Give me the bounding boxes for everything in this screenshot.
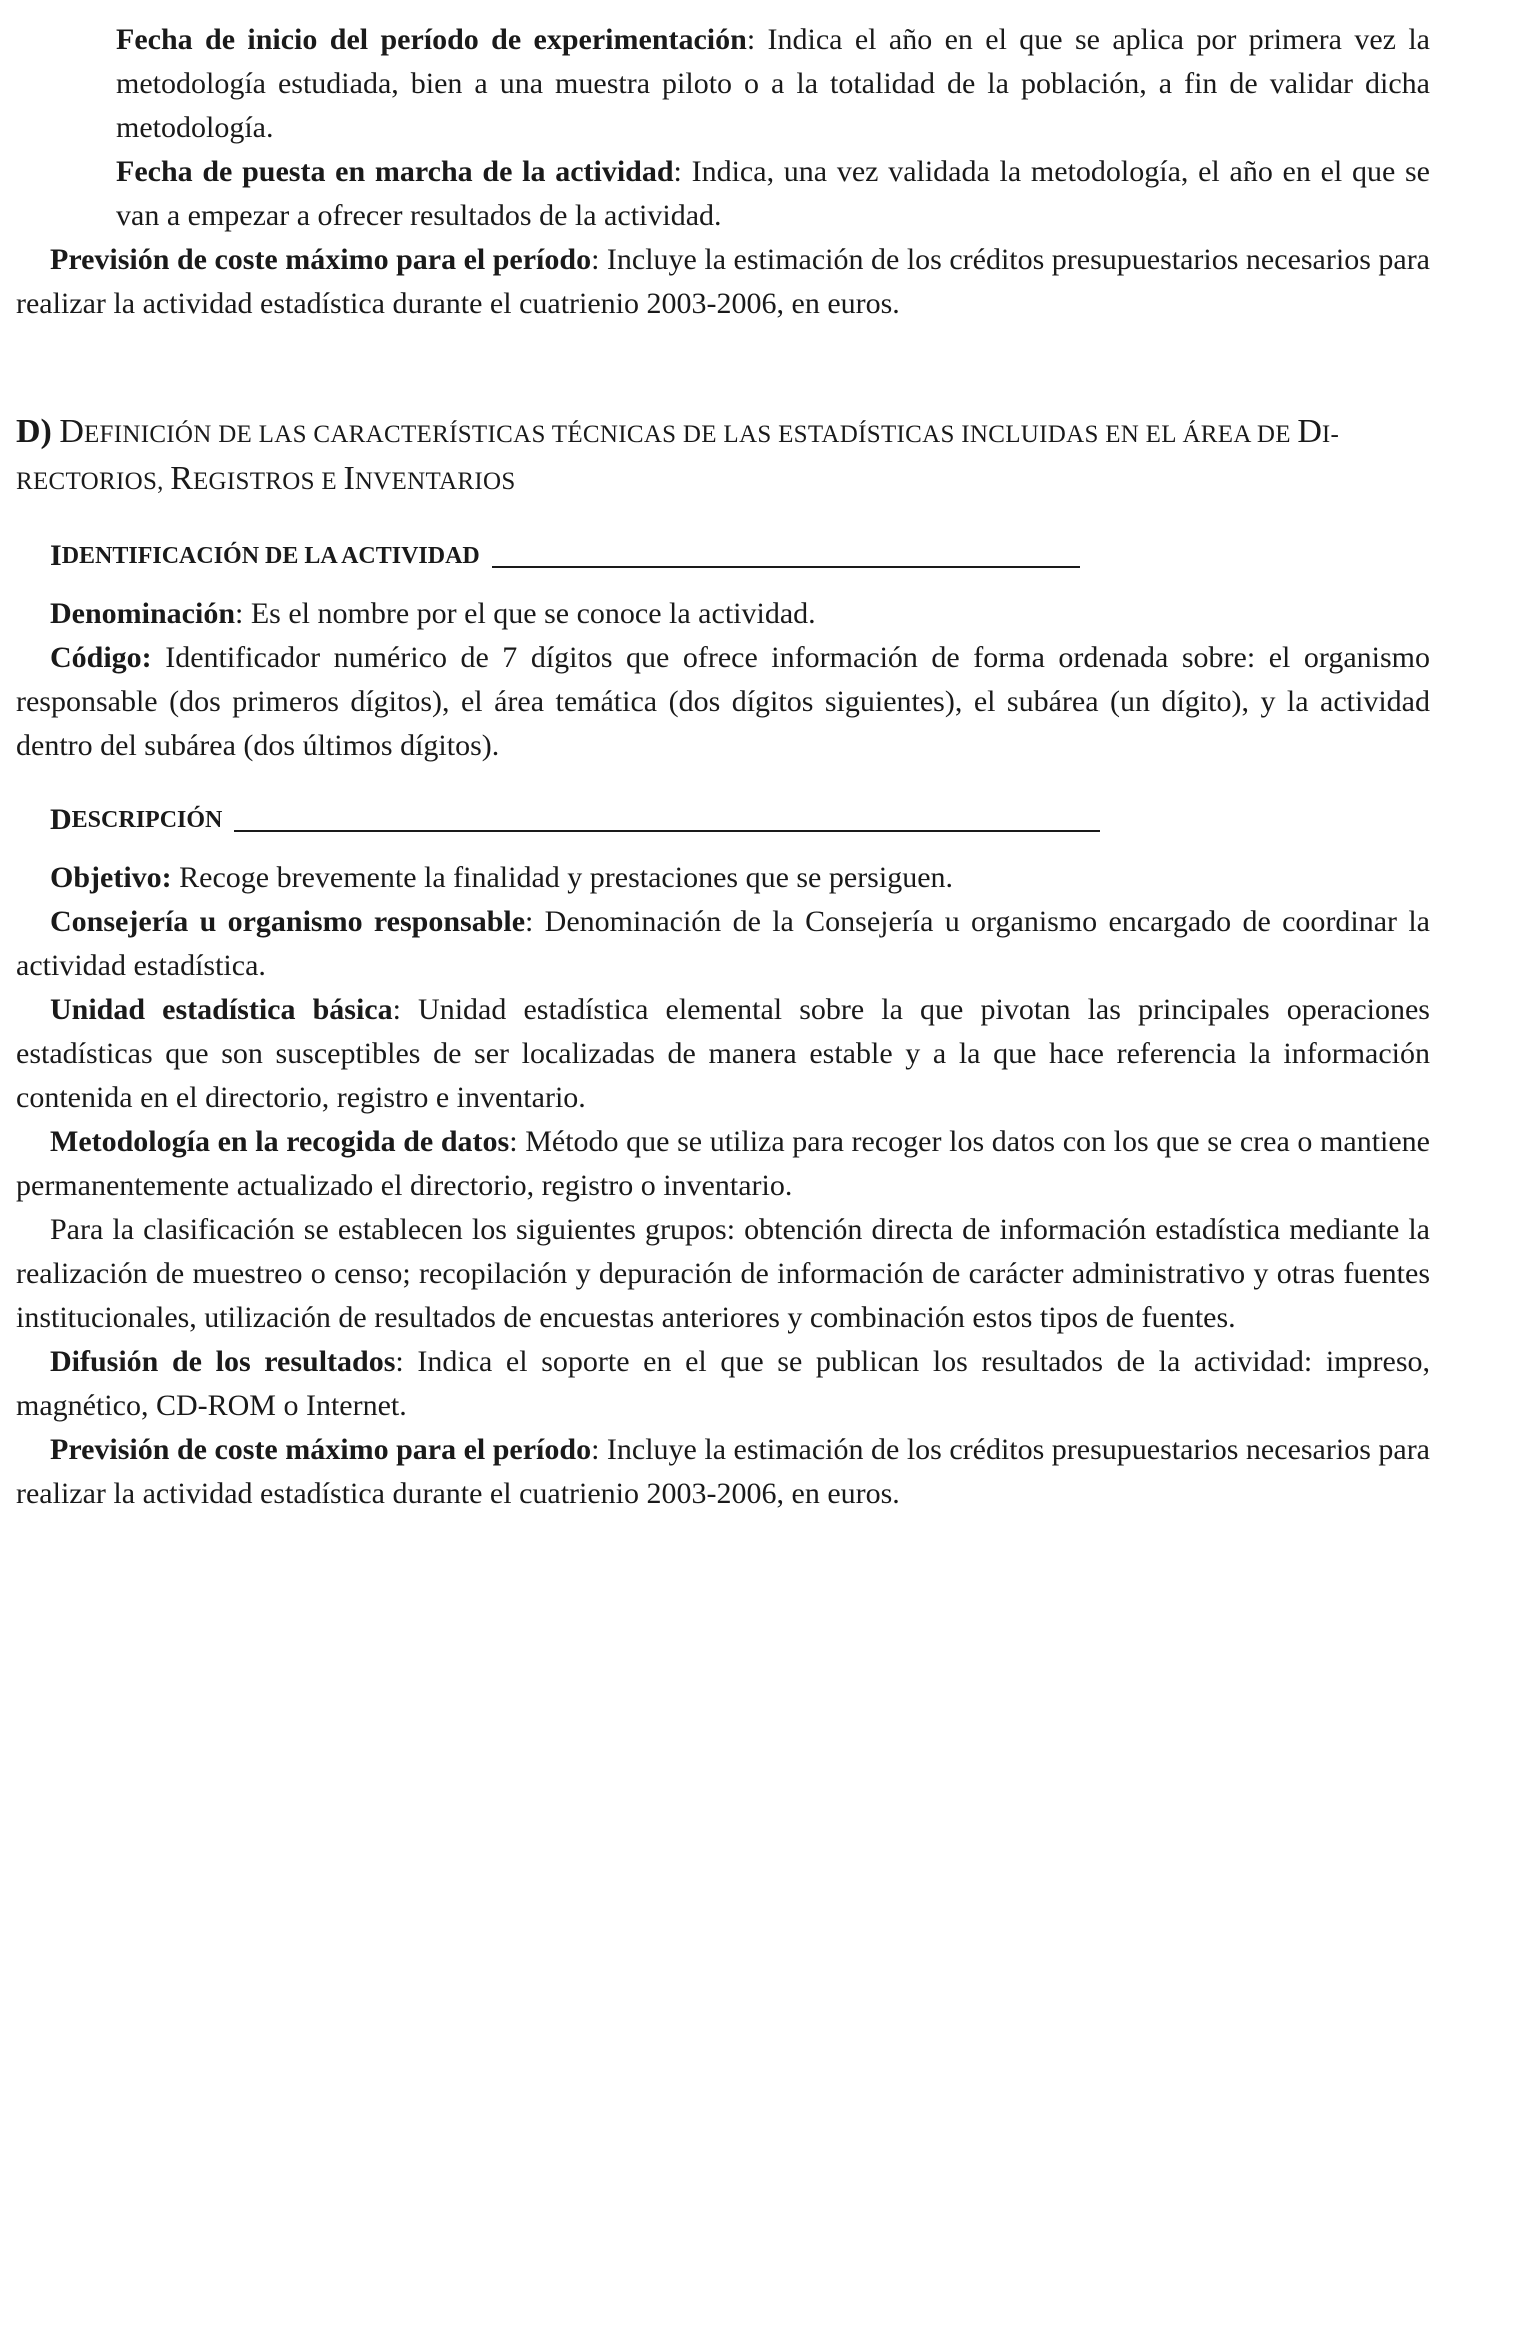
definition-fecha-puesta: : Indica, una vez validada la metodología, el año en el que se van a empezar a ofrecer resultados de la actividad. <box>116 155 1431 232</box>
paragraph-denominacion <box>16 592 1430 636</box>
paragraph-consejeria <box>16 900 1430 988</box>
section-title-cap-2: D <box>1297 413 1322 450</box>
paragraph-metodologia <box>16 1120 1430 1208</box>
term-difusion: Difusión de los resultados <box>50 1345 396 1378</box>
paragraph-prevision-coste <box>16 1428 1430 1516</box>
section-title-cap-1: D <box>59 413 84 450</box>
paragraph-fecha-inicio <box>16 18 1430 150</box>
term-metodologia: Metodología en la recogida de datos <box>50 1125 510 1158</box>
subheading-descripcion-rule <box>234 830 1100 832</box>
term-prevision-coste-intro: Previsión de coste máximo para el período <box>50 243 592 276</box>
definition-difusion: : Indica el soporte en el que se publican los resultados de la actividad: impreso, magnético, CD-ROM o Internet. <box>16 1345 1430 1422</box>
section-letter: D) <box>16 413 52 450</box>
text-clasificacion: Para la clasificación se establecen los siguientes grupos: obtención directa de información estadística mediante la realización de muestreo o censo; recopilación y depuración de información de carácter administrativo y otras fuentes institucionales, utilización de resultados de encuestas anteriores y combinación estos tipos de fuentes. <box>16 1213 1430 1334</box>
section-title-cap-3: R <box>170 460 193 497</box>
definition-metodologia: : Método que se utiliza para recoger los datos con los que se crea o mantiene permanentemente actualizado el directorio, registro o inventario. <box>16 1125 1430 1202</box>
paragraph-fecha-puesta <box>16 150 1430 238</box>
definition-denominacion: : Es el nombre por el que se conoce la actividad. <box>235 597 816 630</box>
term-prevision-coste: Previsión de coste máximo para el período <box>50 1433 592 1466</box>
paragraph-codigo <box>16 636 1430 768</box>
subheading-identificacion-rule <box>492 566 1080 568</box>
definition-prevision-coste-intro: : Incluye la estimación de los créditos presupuestarios necesarios para realizar la actividad estadística durante el cuatrienio 2003-2006, en euros. <box>16 243 1430 320</box>
paragraph-clasificacion <box>16 1208 1430 1340</box>
definition-consejeria: : Denominación de la Consejería u organismo encargado de coordinar la actividad estadística. <box>16 905 1430 982</box>
paragraph-difusion <box>16 1340 1430 1428</box>
section-title-rest-1: EFINICIÓN DE LAS CARACTERÍSTICAS TÉCNICAS DE LAS ESTADÍSTICAS INCLUIDAS EN EL ÁREA DE <box>83 421 1298 448</box>
term-consejeria: Consejería u organismo responsable <box>50 905 526 938</box>
subheading-identificacion-cap: I <box>50 539 62 572</box>
paragraph-unidad <box>16 988 1430 1120</box>
subheading-descripcion-cap: D <box>50 803 72 836</box>
definition-objetivo: Recoge brevemente la finalidad y prestaciones que se persiguen. <box>171 861 954 894</box>
subheading-identificacion-rest: DENTIFICACIÓN DE LA ACTIVIDAD <box>61 543 480 569</box>
section-title-cap-4: I <box>343 460 355 497</box>
subheading-identificacion <box>16 534 1430 578</box>
subheading-descripcion-rest: ESCRIPCIÓN <box>71 807 223 833</box>
definition-unidad: : Unidad estadística elemental sobre la que pivotan las principales operaciones estadísticas que son susceptibles de ser localizadas de manera estable y a la que hace referencia la información contenida en el directorio, registro e inventario. <box>16 993 1430 1114</box>
term-fecha-puesta: Fecha de puesta en marcha de la actividad <box>116 155 674 188</box>
section-title <box>16 410 1430 504</box>
term-codigo: Código: <box>50 641 152 674</box>
term-objetivo: Objetivo: <box>50 861 172 894</box>
definition-prevision-coste: : Incluye la estimación de los créditos presupuestarios necesarios para realizar la actividad estadística durante el cuatrienio 2003-2006, en euros. <box>16 1433 1430 1510</box>
section-title-rest-2: I-RECTORIOS, <box>16 421 1340 495</box>
term-denominacion: Denominación <box>50 597 236 630</box>
subheading-descripcion <box>16 798 1430 842</box>
term-fecha-inicio: Fecha de inicio del período de experimentación <box>116 23 747 56</box>
definition-codigo: Identificador numérico de 7 dígitos que ofrece información de forma ordenada sobre: el organismo responsable (dos primeros dígitos), el área temática (dos dígitos siguientes), el subárea (un dígito), y la actividad dentro del subárea (dos últimos dígitos). <box>16 641 1430 762</box>
term-unidad: Unidad estadística básica <box>50 993 393 1026</box>
section-title-rest-3: EGISTROS E <box>192 468 344 495</box>
paragraph-prevision-coste-intro <box>16 238 1430 326</box>
definition-fecha-inicio: : Indica el año en el que se aplica por primera vez la metodología estudiada, bien a una muestra piloto o a la totalidad de la población, a fin de validar dicha metodología. <box>116 23 1430 144</box>
paragraph-objetivo <box>16 856 1430 900</box>
section-title-rest-4: NVENTARIOS <box>354 468 516 495</box>
